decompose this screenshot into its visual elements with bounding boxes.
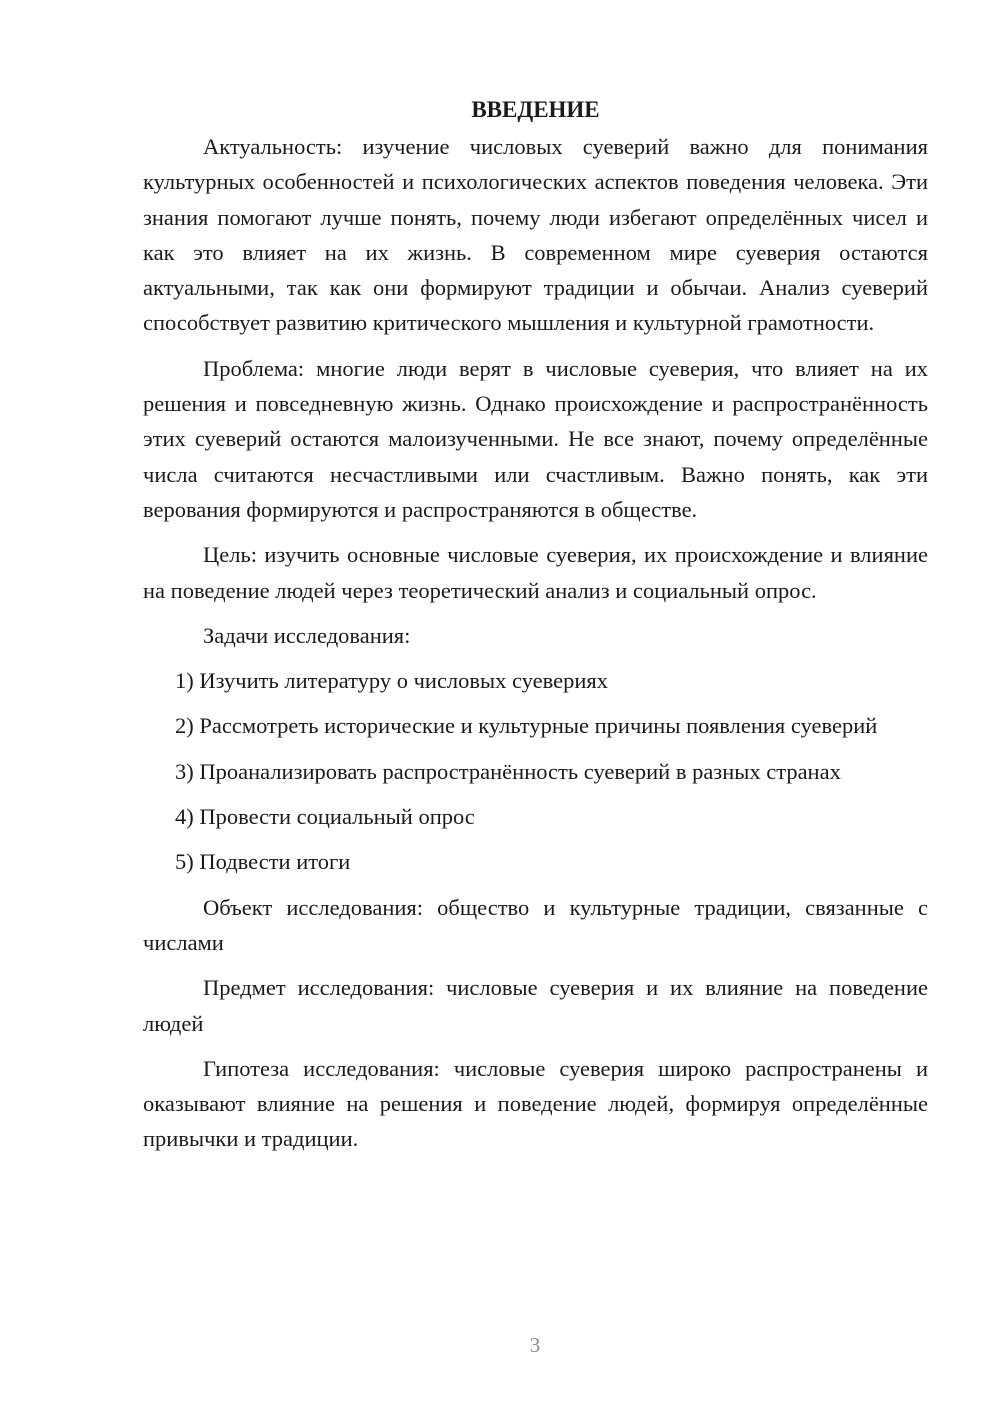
paragraph-relevance: Актуальность: изучение числовых суеверий важно для понимания культурных особенностей и психологических аспектов поведения человека. Эти знания помогают лучше понять, почему люди избегают определённых чисел и как это влияет на их жизнь. В современном мире суеверия остаются актуальными, так как они формируют традиции и обычаи. Анализ суеверий способствует развитию критического мышления и культурной грамотности.	[143, 134, 928, 336]
task-item-5: 5) Подвести итоги	[175, 849, 351, 875]
task-item-4: 4) Провести социальный опрос	[175, 804, 475, 830]
task-item-2: 2) Рассмотреть исторические и культурные причины появления суеверий	[175, 713, 878, 739]
task-item-3: 3) Проанализировать распространённость суеверий в разных странах	[175, 758, 841, 784]
paragraph-goal: Цель: изучить основные числовые суеверия, их происхождение и влияние на поведение людей через теоретический анализ и социальный опрос.	[143, 542, 928, 603]
paragraph-object: Объект исследования: общество и культурные традиции, связанные с числами	[143, 894, 928, 955]
section-title: ВВЕДЕНИЕ	[471, 97, 600, 122]
tasks-list	[143, 663, 928, 879]
paragraph-problem: Проблема: многие люди верят в числовые суеверия, что влияет на их решения и повседневную жизнь. Однако происхождение и распространённость этих суеверий остаются малоизученными. Не все знают, почему определённые числа считаются несчастливыми или счастливым. Важно понять, как эти верования формируются и распространяются в обществе.	[143, 355, 928, 522]
paragraph-subject: Предмет исследования: числовые суеверия и их влияние на поведение людей	[143, 975, 928, 1036]
page-number: 3	[529, 1333, 541, 1357]
paragraph-tasks-heading: Задачи исследования:	[203, 622, 411, 648]
paragraph-hypothesis: Гипотеза исследования: числовые суеверия широко распространены и оказывают влияние на решения и поведение людей, формируя определённые привычки и традиции.	[143, 1055, 928, 1152]
task-item-1: 1) Изучить литературу о числовых суевериях	[175, 668, 609, 694]
document-page	[143, 92, 928, 1167]
